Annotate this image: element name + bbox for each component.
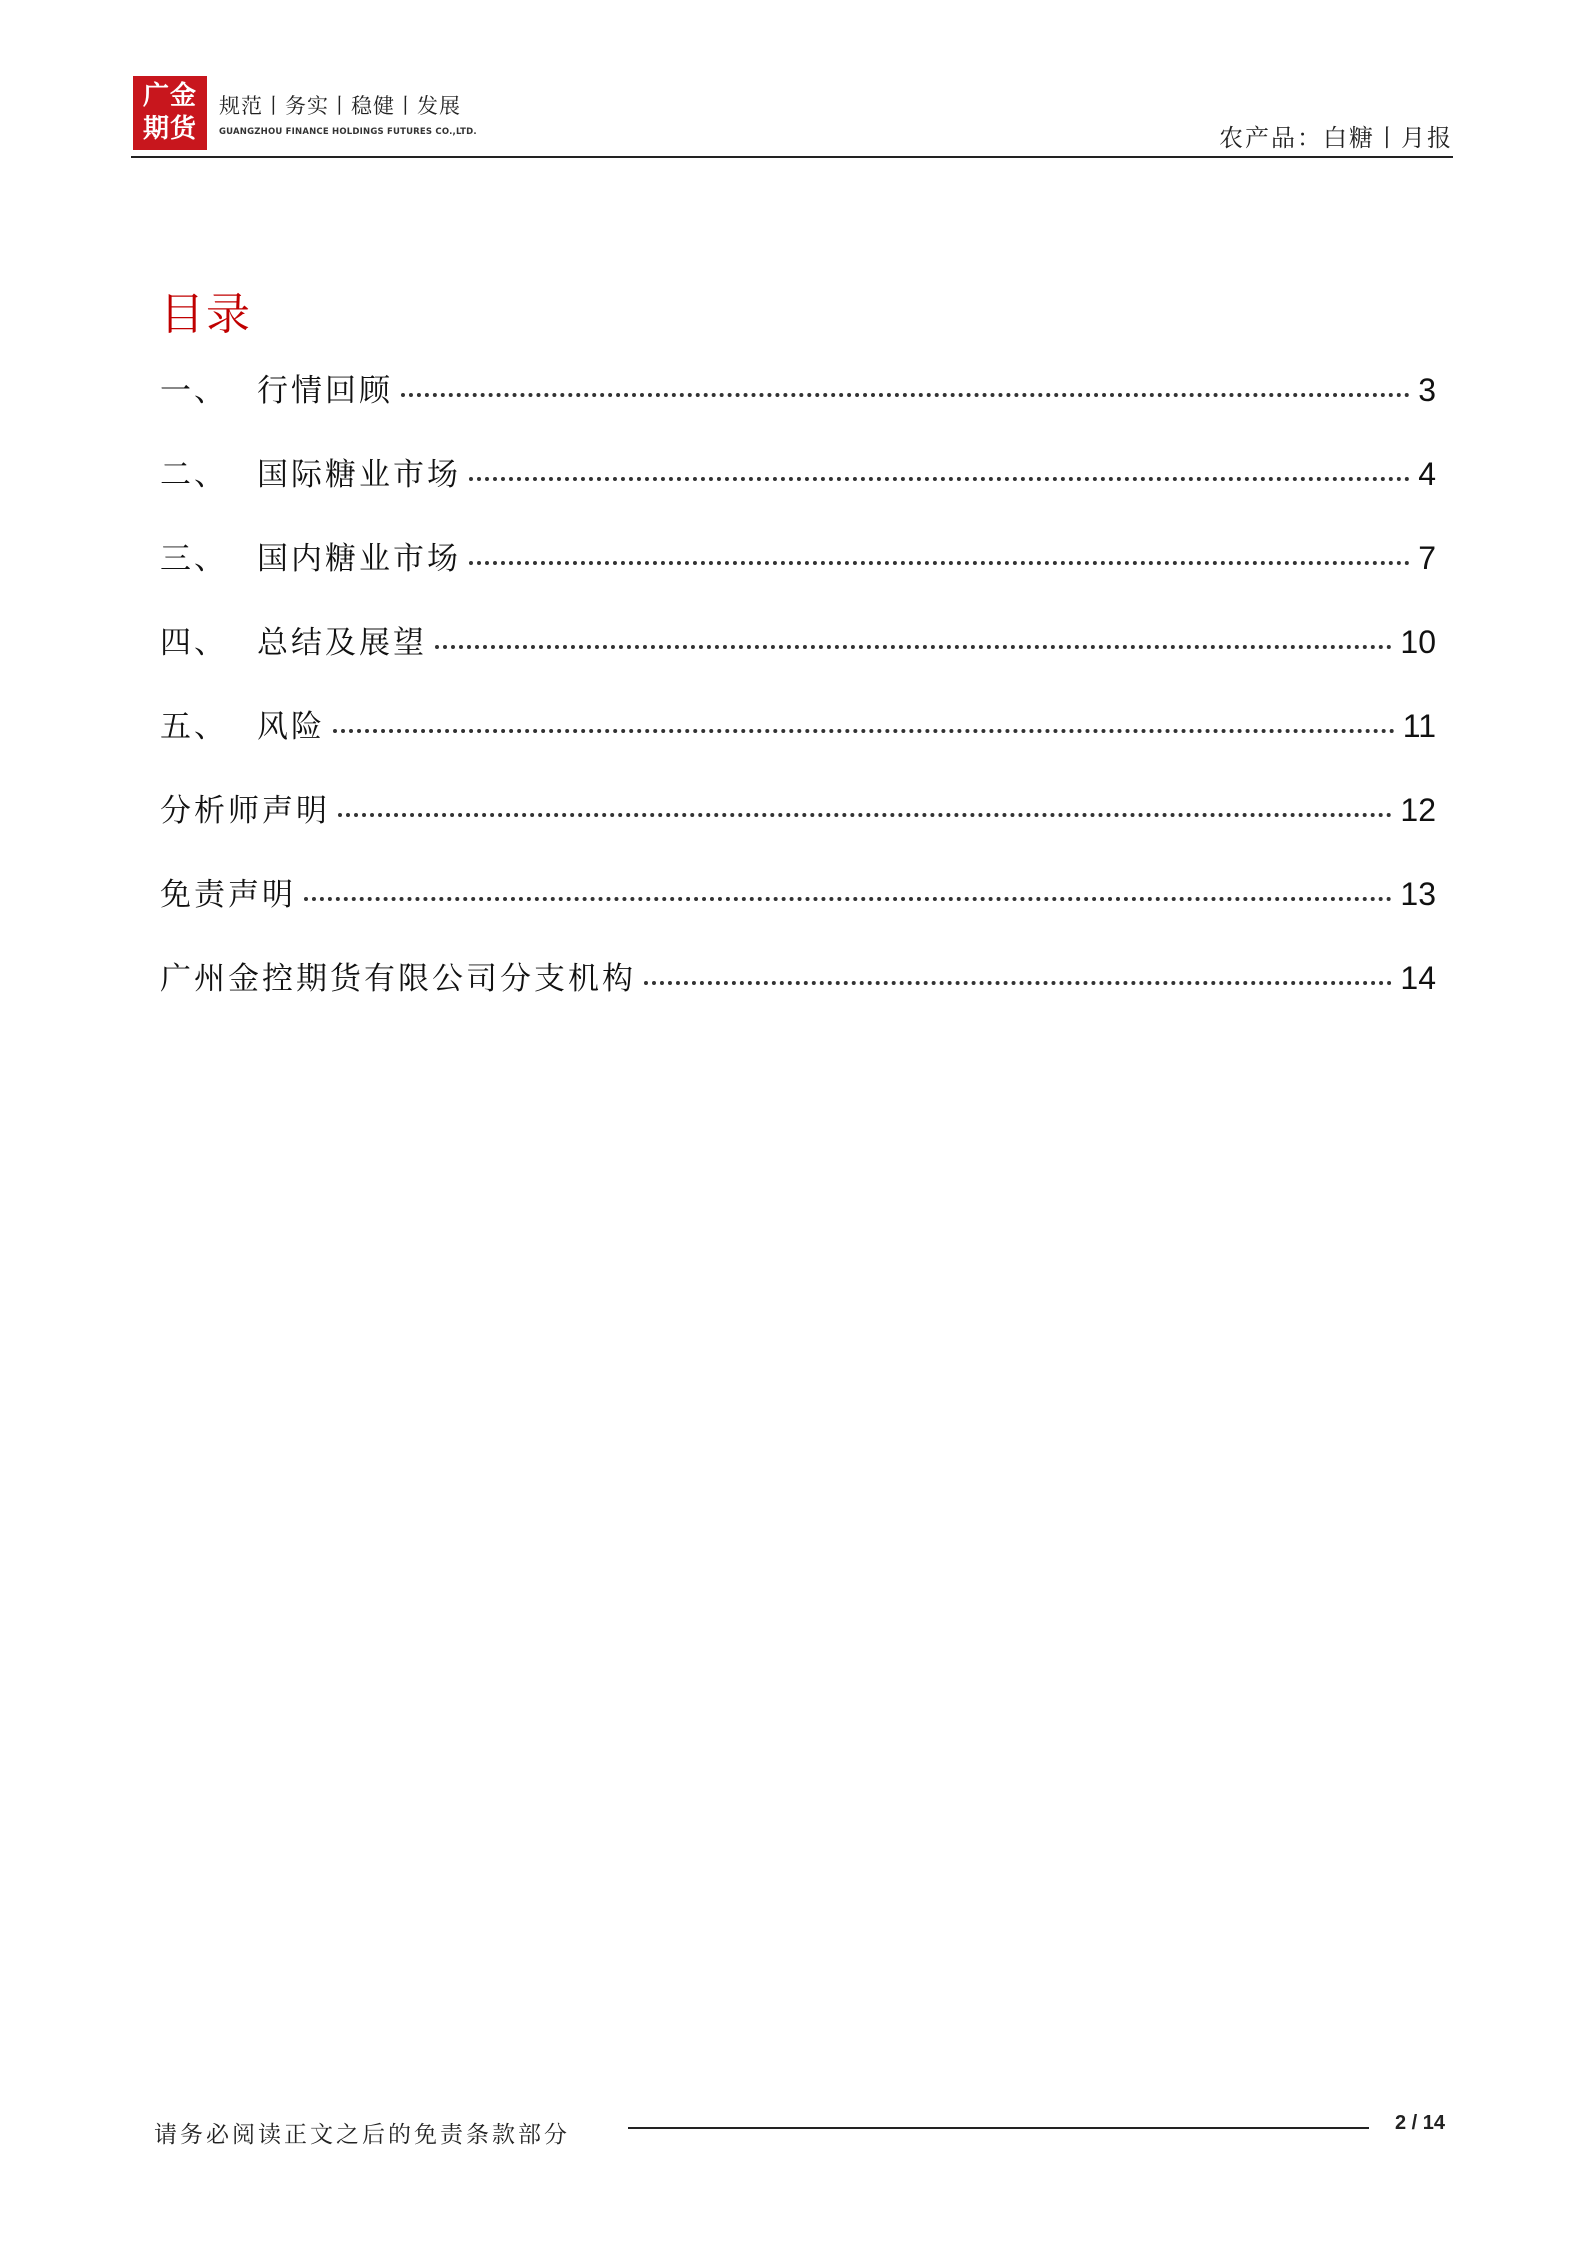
toc-entry-domestic-market[interactable] — [160, 533, 1436, 617]
toc-entry-page: 11 — [1402, 708, 1436, 744]
toc-entry-number: 三、 — [160, 541, 228, 577]
toc-dot-leader — [469, 561, 1410, 565]
toc-entry-summary-outlook[interactable] — [160, 617, 1436, 701]
toc-entry-market-review[interactable] — [160, 365, 1436, 449]
toc-dot-leader — [333, 729, 1395, 733]
toc-dot-leader — [644, 981, 1392, 985]
logo-text-line1: 广金 — [142, 81, 197, 111]
toc-entry-disclaimer[interactable] — [160, 869, 1436, 953]
page-number: 2 / 14 — [1395, 2112, 1446, 2134]
toc-entry-international-market[interactable] — [160, 449, 1436, 533]
footer-disclaimer-notice: 请务必阅读正文之后的免责条款部分 — [154, 2122, 570, 2148]
toc-entry-label: 免责声明 — [160, 877, 296, 913]
toc-entry-label: 分析师声明 — [160, 793, 330, 829]
toc-dot-leader — [469, 477, 1410, 481]
toc-entry-label: 总结及展望 — [257, 625, 427, 661]
toc-entry-number: 四、 — [160, 625, 228, 661]
report-category-tag: 农产品：白糖丨月报 — [1219, 124, 1453, 152]
toc-entry-label: 广州金控期货有限公司分支机构 — [160, 961, 636, 997]
logo-text-line2: 期货 — [142, 114, 197, 144]
company-english-name: GUANGZHOU FINANCE HOLDINGS FUTURES CO.,LTD. — [219, 127, 477, 137]
footer-divider — [628, 2127, 1369, 2129]
toc-entry-label: 行情回顾 — [257, 373, 393, 409]
table-of-contents — [160, 365, 1436, 1037]
toc-entry-label: 国内糖业市场 — [257, 541, 461, 577]
toc-entry-label: 国际糖业市场 — [257, 457, 461, 493]
toc-title: 目录 — [160, 289, 252, 340]
toc-entry-page: 13 — [1400, 876, 1436, 912]
toc-entry-risk[interactable] — [160, 701, 1436, 785]
toc-dot-leader — [304, 897, 1392, 901]
toc-dot-leader — [435, 645, 1392, 649]
toc-entry-page: 10 — [1400, 624, 1436, 660]
toc-entry-page: 4 — [1418, 456, 1436, 492]
toc-entry-number: 二、 — [160, 457, 228, 493]
toc-dot-leader — [338, 813, 1392, 817]
toc-entry-page: 7 — [1418, 540, 1436, 576]
toc-entry-label: 风险 — [257, 709, 325, 745]
toc-entry-branches[interactable] — [160, 953, 1436, 1037]
company-slogan: 规范丨务实丨稳健丨发展 — [219, 94, 461, 118]
toc-entry-analyst-statement[interactable] — [160, 785, 1436, 869]
toc-entry-number: 一、 — [160, 373, 228, 409]
toc-entry-page: 14 — [1400, 960, 1436, 996]
toc-dot-leader — [401, 393, 1410, 397]
toc-entry-number: 五、 — [160, 709, 228, 745]
company-logo — [133, 76, 207, 150]
toc-entry-page: 12 — [1400, 792, 1436, 828]
page-header — [131, 76, 1453, 158]
toc-entry-page: 3 — [1418, 372, 1436, 408]
